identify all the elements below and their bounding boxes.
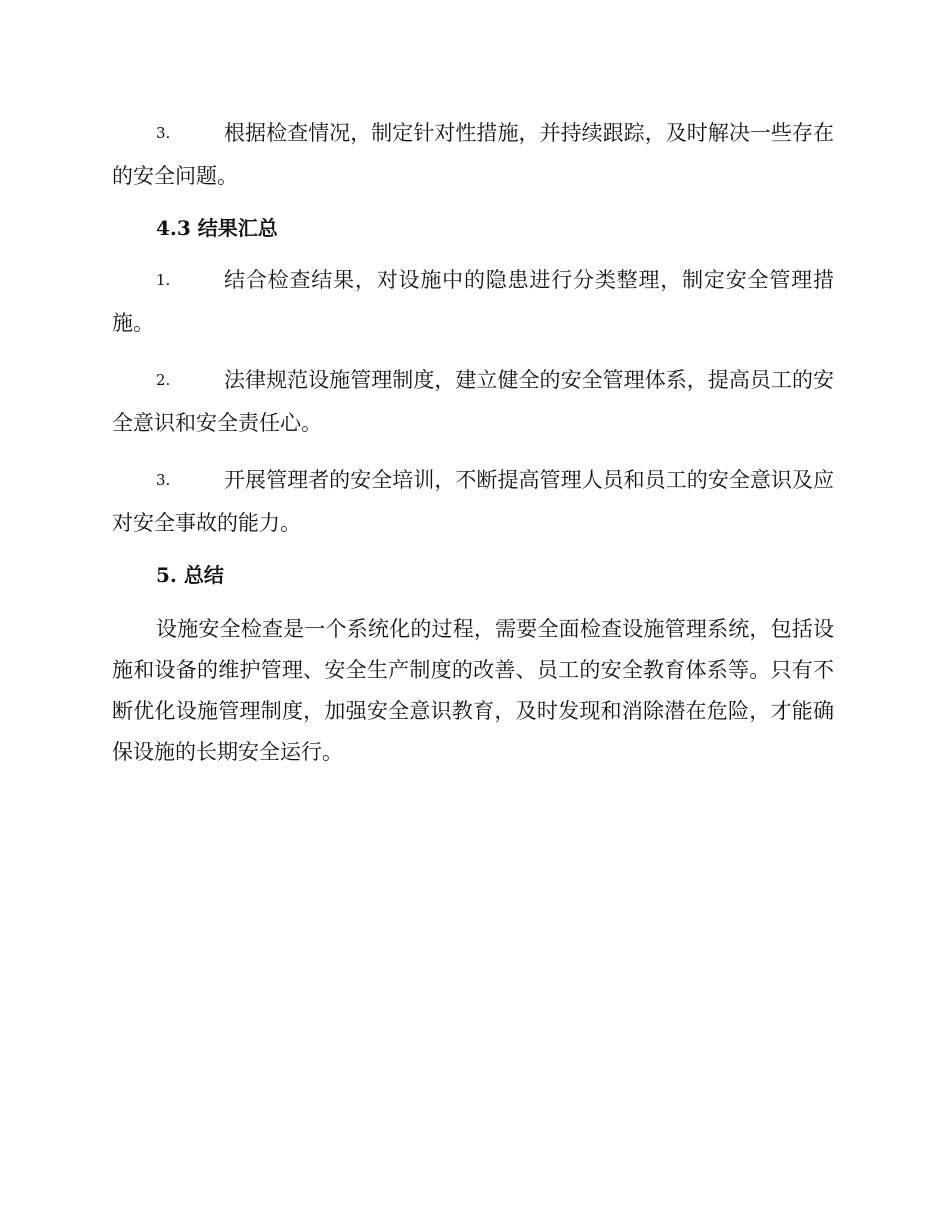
list-item-text: 开展管理者的安全培训，不断提高管理人员和员工的安全意识及应对安全事故的能力。	[112, 468, 834, 535]
list-item	[112, 112, 834, 198]
list-item-number: 3.	[156, 471, 171, 489]
section-heading-summary: 5. 总结	[156, 563, 224, 587]
list-item	[112, 259, 834, 345]
list-item-number: 1.	[156, 271, 171, 289]
summary-paragraph: 设施安全检查是一个系统化的过程，需要全面检查设施管理系统，包括设施和设备的维护管理、安全生产制度的改善、员工的安全教育体系等。只有不断优化设施管理制度，加强安全意识教育，及时发现和消除潜在危险，才能确保设施的长期安全运行。	[112, 617, 834, 764]
list-item-number: 3.	[156, 124, 171, 142]
list-item-text: 根据检查情况，制定针对性措施，并持续跟踪，及时解决一些存在的安全问题。	[112, 121, 834, 188]
list-item	[112, 359, 834, 445]
list-item-number: 2.	[156, 371, 171, 389]
list-item	[112, 459, 834, 545]
list-item-text: 法律规范设施管理制度，建立健全的安全管理体系，提高员工的安全意识和安全责任心。	[112, 368, 834, 435]
document-page	[112, 112, 834, 773]
section-heading-results-summary: 4.3 结果汇总	[156, 216, 278, 240]
list-item-text: 结合检查结果，对设施中的隐患进行分类整理，制定安全管理措施。	[112, 268, 834, 335]
